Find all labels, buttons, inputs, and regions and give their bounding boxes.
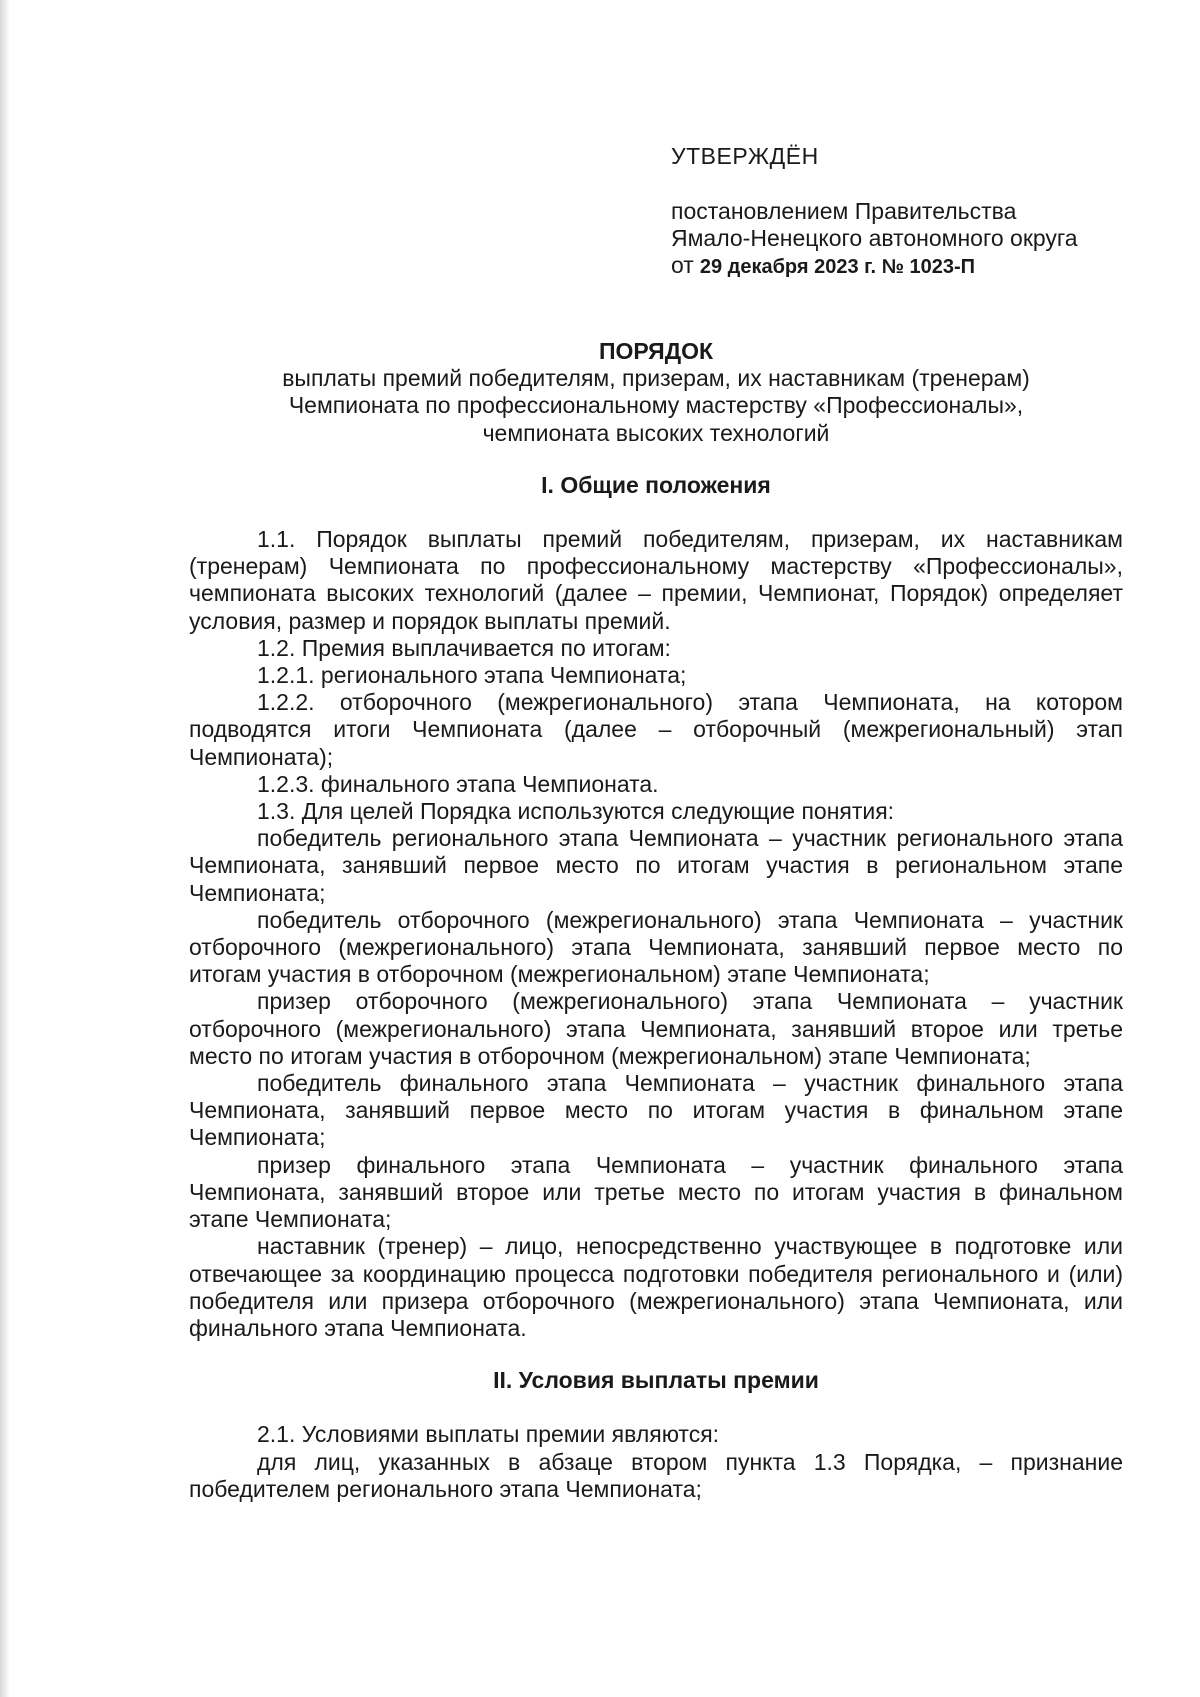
decree-line: Ямало-Ненецкого автономного округа — [671, 225, 1078, 251]
paragraph: для лиц, указанных в абзаце втором пункта 1.3 Порядка, – признание победителем регионального этапа Чемпионата; — [189, 1448, 1123, 1502]
approval-block — [671, 143, 1141, 281]
subtitle-line: выплаты премий победителям, призерам, их наставникам (тренерам) — [282, 365, 1030, 392]
decree-date-line — [671, 252, 1141, 281]
paragraph: 1.2.3. финального этапа Чемпионата. — [257, 770, 659, 797]
subtitle-line: чемпионата высоких технологий — [482, 419, 830, 446]
date-prefix: от — [671, 252, 694, 278]
decree-date-number: 29 декабря 2023 г. № 1023-П — [699, 256, 975, 278]
paragraph: 1.3. Для целей Порядка используются следующие понятия: — [257, 798, 895, 825]
section-heading-conditions: II. Условия выплаты премии — [493, 1367, 819, 1394]
paragraph: победитель регионального этапа Чемпионата – участник регионального этапа Чемпионата, занявший первое место по итогам участия в региональном этапе Чемпионата; — [189, 825, 1123, 906]
paragraph: 1.2.2. отборочного (межрегионального) этапа Чемпионата, на котором подводятся итоги Чемпионата (далее – отборочный (межрегиональный) этап Чемпионата); — [189, 689, 1123, 770]
paragraph: призер финального этапа Чемпионата – участник финального этапа Чемпионата, занявший второе или третье место по итогам участия в финальном этапе Чемпионата; — [189, 1151, 1123, 1233]
decree-line: постановлением Правительства — [671, 198, 1017, 224]
approved-label: УТВЕРЖДЁН — [671, 143, 819, 169]
paragraph: победитель отборочного (межрегионального) этапа Чемпионата – участник отборочного (межрегионального) этапа Чемпионата, занявший первое место по итогам участия в отборочном (межрегиональном) этапе Чемпионата; — [189, 906, 1123, 988]
paragraph: победитель финального этапа Чемпионата – участник финального этапа Чемпионата, занявший первое место по итогам участия в финальном этапе Чемпионата; — [189, 1070, 1123, 1151]
document-title: ПОРЯДОК — [598, 338, 714, 364]
paragraph: призер отборочного (межрегионального) этапа Чемпионата – участник отборочного (межрегионального) этапа Чемпионата, занявший второе или третье место по итогам участия в отборочном (межрегиональном) этапе Чемпионата; — [189, 988, 1123, 1069]
paragraph: 1.1. Порядок выплаты премий победителям, призерам, их наставникам (тренерам) Чемпионата по профессиональному мастерству «Профессионалы», чемпионата высоких технологий (далее – премии, Чемпионат, Порядок) определяет условия, размер и порядок выплаты премий. — [189, 526, 1123, 634]
document-body — [189, 338, 1123, 1503]
paragraph: наставник (тренер) – лицо, непосредственно участвующее в подготовке или отвечающее за координацию процесса подготовки победителя регионального и (или) победителя или призера отборочного (межрегионального) этапа Чемпионата, или финального этапа Чемпионата. — [189, 1233, 1123, 1341]
paragraph: 1.2. Премия выплачивается по итогам: — [257, 634, 671, 661]
subtitle-line: Чемпионата по профессиональному мастерству «Профессионалы», — [288, 392, 1024, 419]
page-edge-shadow — [0, 0, 10, 1697]
paragraph: 1.2.1. регионального этапа Чемпионата; — [257, 662, 687, 689]
section-heading-general: I. Общие положения — [541, 471, 771, 498]
paragraph: 2.1. Условиями выплаты премии являются: — [257, 1421, 720, 1448]
